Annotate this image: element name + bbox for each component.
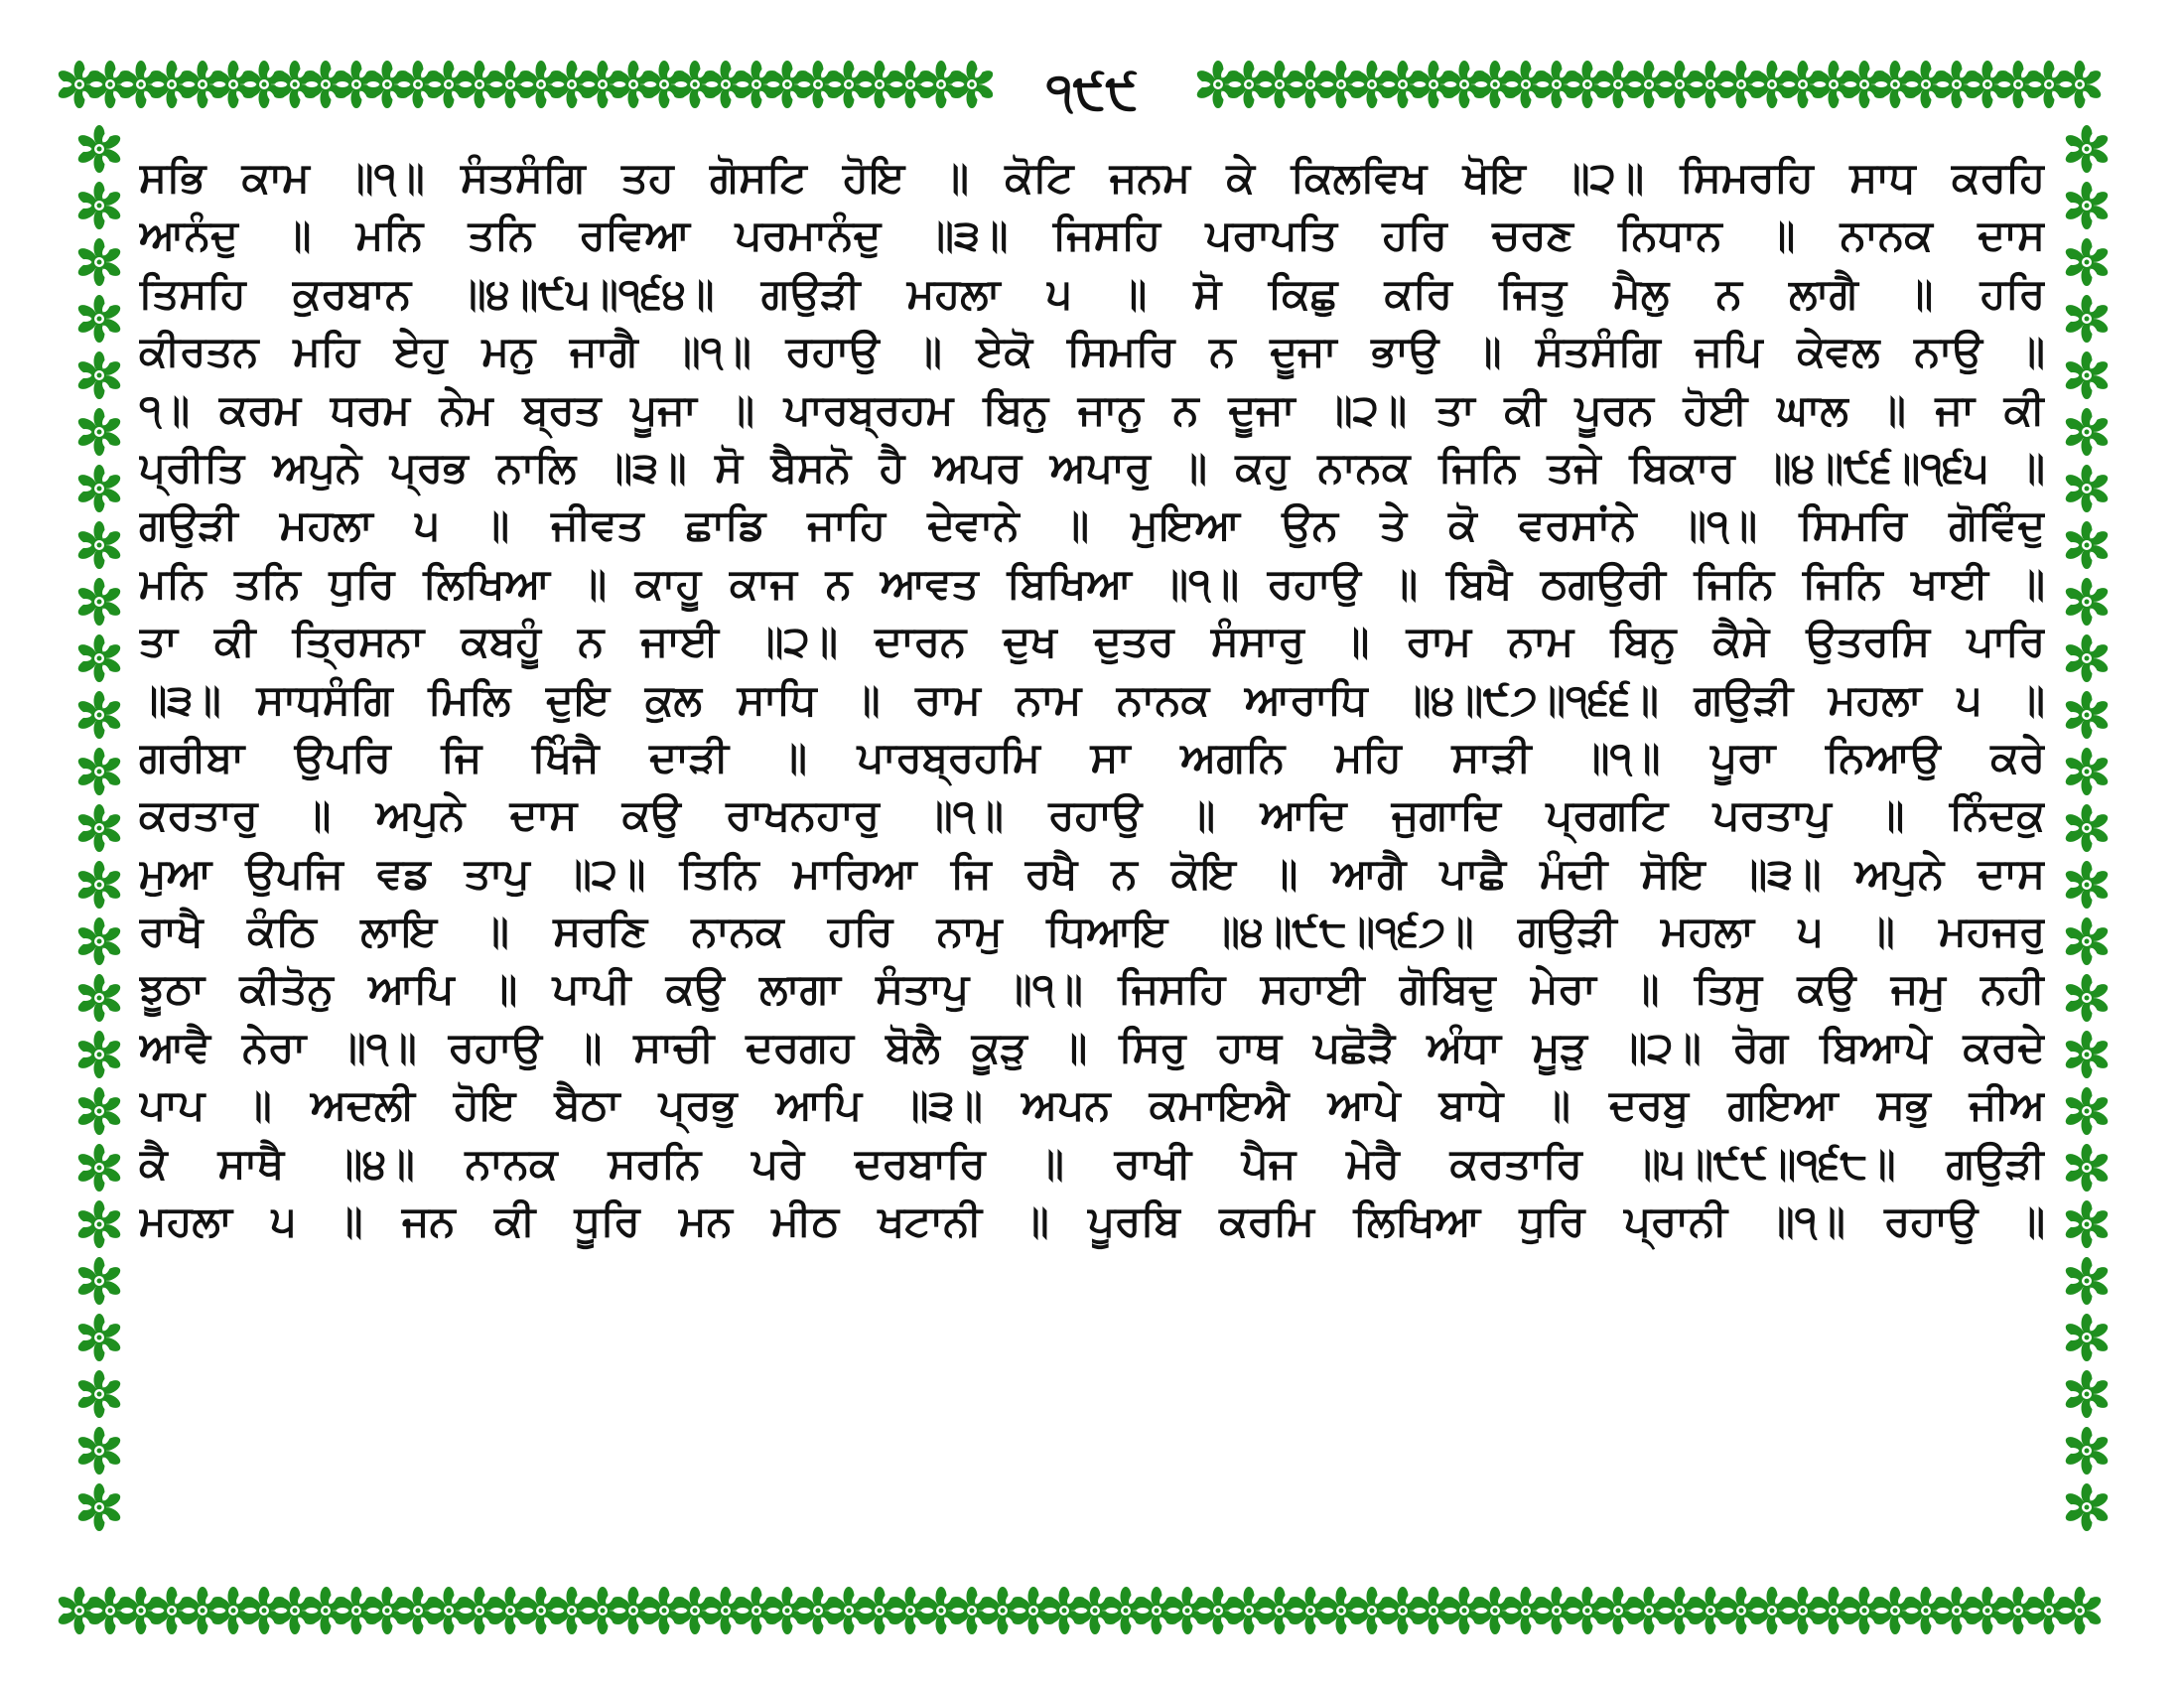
flower-icon <box>75 917 122 965</box>
text-line: ਗਉੜੀ ਮਹਲਾ ੫ ॥ ਜੀਵਤ ਛਾਡਿ ਜਾਹਿ ਦੇਵਾਨੇ ॥ ਮੁਇਆ ਉਨ ਤੇ ਕੋ ਵਰਸਾਂਨੇ ॥੧॥ ਸਿਮਰਿ ਗੋਵਿੰਦੁ <box>139 500 2045 550</box>
flower-icon <box>75 578 122 626</box>
flower-icon <box>2063 578 2110 626</box>
page-number: ੧੯੯ <box>993 52 1191 131</box>
flower-icon <box>75 521 122 569</box>
flower-icon <box>2063 1427 2110 1475</box>
flower-icon <box>75 691 122 739</box>
text-line: ॥੩॥ ਸਾਧਸੰਗਿ ਮਿਲਿ ਦੁਇ ਕੁਲ ਸਾਧਿ ॥ ਰਾਮ ਨਾਮ ਨਾਨਕ ਆਰਾਧਿ ॥੪॥੯੭॥੧੬੬॥ ਗਉੜੀ ਮਹਲਾ ੫ ॥ <box>139 674 2045 724</box>
flower-icon <box>75 1031 122 1078</box>
flower-icon <box>2063 1144 2110 1192</box>
text-line: ੧॥ ਕਰਮ ਧਰਮ ਨੇਮ ਬ੍ਰਤ ਪੂਜਾ ॥ ਪਾਰਬ੍ਰਹਮ ਬਿਨੁ ਜਾਨੁ ਨ ਦੂਜਾ ॥੨॥ ਤਾ ਕੀ ਪੂਰਨ ਹੋਈ ਘਾਲ ॥ ਜਾ ਕੀ <box>139 384 2045 434</box>
flower-icon <box>2063 1257 2110 1305</box>
text-line: ਮਨਿ ਤਨਿ ਧੁਰਿ ਲਿਖਿਆ ॥ ਕਾਹੂ ਕਾਜ ਨ ਆਵਤ ਬਿਖਿਆ ॥੧॥ ਰਹਾਉ ॥ ਬਿਖੈ ਠਗਉਰੀ ਜਿਨਿ ਜਿਨਿ ਖਾਈ ॥ <box>139 558 2045 608</box>
flower-icon <box>75 465 122 512</box>
text-line: ਗਰੀਬਾ ਉਪਰਿ ਜਿ ਖਿੰਜੈ ਦਾੜੀ ॥ ਪਾਰਬ੍ਰਹਮਿ ਸਾ ਅਗਨਿ ਮਹਿ ਸਾੜੀ ॥੧॥ ਪੂਰਾ ਨਿਆਉ ਕਰੇ <box>139 732 2045 781</box>
flower-icon <box>2063 1200 2110 1248</box>
text-line: ਤਾ ਕੀ ਤ੍ਰਿਸਨਾ ਕਬਹੂੰ ਨ ਜਾਈ ॥੨॥ ਦਾਰਨ ਦੁਖ ਦੁਤਰ ਸੰਸਾਰੁ ॥ ਰਾਮ ਨਾਮ ਬਿਨੁ ਕੈਸੇ ਉਤਰਸਿ ਪਾਰਿ <box>139 617 2045 666</box>
flower-icon <box>75 1370 122 1418</box>
flower-icon <box>2063 917 2110 965</box>
flower-icon <box>2063 748 2110 795</box>
flower-icon <box>75 861 122 909</box>
flower-icon <box>75 1200 122 1248</box>
flower-icon <box>75 634 122 682</box>
flower-icon <box>75 1144 122 1192</box>
flower-icon <box>2063 295 2110 343</box>
text-line: ਰਾਖੈ ਕੰਠਿ ਲਾਇ ॥ ਸਰਣਿ ਨਾਨਕ ਹਰਿ ਨਾਮੁ ਧਿਆਇ ॥੪॥੯੮॥੧੬੭॥ ਗਉੜੀ ਮਹਲਾ ੫ ॥ ਮਹਜਰੁ <box>139 907 2045 956</box>
flower-icon <box>75 1427 122 1475</box>
flower-icon <box>75 1087 122 1135</box>
flower-icon <box>2063 974 2110 1022</box>
flower-icon <box>2063 1370 2110 1418</box>
flower-icon <box>2063 521 2110 569</box>
flower-icon <box>2063 1314 2110 1361</box>
flower-icon <box>2056 61 2103 108</box>
text-line: ਕਰਤਾਰੁ ॥ ਅਪੁਨੇ ਦਾਸ ਕਉ ਰਾਖਨਹਾਰੁ ॥੧॥ ਰਹਾਉ ॥ ਆਦਿ ਜੁਗਾਦਿ ਪ੍ਰਗਟਿ ਪਰਤਾਪੁ ॥ ਨਿੰਦਕੁ <box>139 790 2045 840</box>
flower-icon <box>2063 1483 2110 1531</box>
text-line: ਕੀਰਤਨ ਮਹਿ ਏਹੁ ਮਨੁ ਜਾਗੈ ॥੧॥ ਰਹਾਉ ॥ ਏਕੋ ਸਿਮਰਿ ਨ ਦੂਜਾ ਭਾਉ ॥ ਸੰਤਸੰਗਿ ਜਪਿ ਕੇਵਲ ਨਾਉ ॥ <box>139 327 2045 376</box>
text-line: ਮੁਆ ਉਪਜਿ ਵਡ ਤਾਪੁ ॥੨॥ ਤਿਨਿ ਮਾਰਿਆ ਜਿ ਰਖੈ ਨ ਕੋਇ ॥ ਆਗੈ ਪਾਛੈ ਮੰਦੀ ਸੋਇ ॥੩॥ ਅਪੁਨੇ ਦਾਸ <box>139 848 2045 898</box>
flower-icon <box>75 974 122 1022</box>
flower-icon <box>2063 1031 2110 1078</box>
flower-icon <box>2063 634 2110 682</box>
flower-icon <box>2063 408 2110 456</box>
flower-icon <box>75 804 122 852</box>
text-line: ਝੂਠਾ ਕੀਤੋਨੁ ਆਪਿ ॥ ਪਾਪੀ ਕਉ ਲਾਗਾ ਸੰਤਾਪੁ ॥੧॥ ਜਿਸਹਿ ਸਹਾਈ ਗੋਬਿਦੁ ਮੇਰਾ ॥ ਤਿਸੁ ਕਉ ਜਮੁ ਨਹੀ <box>139 964 2045 1014</box>
text-line: ਮਹਲਾ ੫ ॥ ਜਨ ਕੀ ਧੂਰਿ ਮਨ ਮੀਠ ਖਟਾਨੀ ॥ ਪੂਰਬਿ ਕਰਮਿ ਲਿਖਿਆ ਧੁਰਿ ਪ੍ਰਾਨੀ ॥੧॥ ਰਹਾਉ ॥ <box>139 1196 2045 1246</box>
flower-icon <box>948 61 995 108</box>
flower-icon <box>2063 1087 2110 1135</box>
text-line: ਕੈ ਸਾਥੈ ॥੪॥ ਨਾਨਕ ਸਰਨਿ ਪਰੇ ਦਰਬਾਰਿ ॥ ਰਾਖੀ ਪੈਜ ਮੇਰੈ ਕਰਤਾਰਿ ॥੫॥੯੯॥੧੬੮॥ ਗਉੜੀ <box>139 1138 2045 1188</box>
text-line: ਪਾਪ ॥ ਅਦਲੀ ਹੋਇ ਬੈਠਾ ਪ੍ਰਭੁ ਆਪਿ ॥੩॥ ਅਪਨ ਕਮਾਇਐ ਆਪੇ ਬਾਧੇ ॥ ਦਰਬੁ ਗਇਆ ਸਭੁ ਜੀਅ <box>139 1080 2045 1130</box>
flower-icon <box>75 295 122 343</box>
text-line: ਆਵੈ ਨੇਰਾ ॥੧॥ ਰਹਾਉ ॥ ਸਾਚੀ ਦਰਗਹ ਬੋਲੈ ਕੂੜੁ ॥ ਸਿਰੁ ਹਾਥ ਪਛੋੜੈ ਅੰਧਾ ਮੂੜੁ ॥੨॥ ਰੋਗ ਬਿਆਪੇ ਕਰਦੇ <box>139 1022 2045 1071</box>
flower-icon <box>2063 125 2110 173</box>
flower-icon <box>75 748 122 795</box>
text-line: ਆਨੰਦੁ ॥ ਮਨਿ ਤਨਿ ਰਵਿਆ ਪਰਮਾਨੰਦੁ ॥੩॥ ਜਿਸਹਿ ਪਰਾਪਤਿ ਹਰਿ ਚਰਣ ਨਿਧਾਨ ॥ ਨਾਨਕ ਦਾਸ <box>139 211 2045 260</box>
text-line: ਤਿਸਹਿ ਕੁਰਬਾਨ ॥੪॥੯੫॥੧੬੪॥ ਗਉੜੀ ਮਹਲਾ ੫ ॥ ਸੋ ਕਿਛੁ ਕਰਿ ਜਿਤੁ ਮੈਲੁ ਨ ਲਾਗੈ ॥ ਹਰਿ <box>139 268 2045 318</box>
flower-icon <box>2063 352 2110 399</box>
scripture-text-block <box>139 149 2045 1539</box>
flower-icon <box>75 238 122 286</box>
flower-icon <box>75 408 122 456</box>
flower-icon <box>2063 238 2110 286</box>
flower-icon <box>2063 691 2110 739</box>
flower-icon <box>75 1314 122 1361</box>
text-line: ਸਭਿ ਕਾਮ ॥੧॥ ਸੰਤਸੰਗਿ ਤਹ ਗੋਸਟਿ ਹੋਇ ॥ ਕੋਟਿ ਜਨਮ ਕੇ ਕਿਲਵਿਖ ਖੋਇ ॥੨॥ ਸਿਮਰਹਿ ਸਾਧ ਕਰਹਿ <box>139 153 2045 202</box>
flower-icon <box>2056 1587 2103 1634</box>
text-line: ਪ੍ਰੀਤਿ ਅਪੁਨੇ ਪ੍ਰਭ ਨਾਲਿ ॥੩॥ ਸੋ ਬੈਸਨੋ ਹੈ ਅਪਰ ਅਪਾਰੁ ॥ ਕਹੁ ਨਾਨਕ ਜਿਨਿ ਤਜੇ ਬਿਕਾਰ ॥੪॥੯੬॥੧੬੫ ॥ <box>139 442 2045 492</box>
flower-icon <box>2063 182 2110 229</box>
flower-icon <box>2063 465 2110 512</box>
flower-icon <box>75 352 122 399</box>
flower-icon <box>75 125 122 173</box>
flower-icon <box>2063 861 2110 909</box>
flower-icon <box>2063 804 2110 852</box>
flower-icon <box>75 182 122 229</box>
flower-icon <box>75 1257 122 1305</box>
flower-icon <box>75 1483 122 1531</box>
